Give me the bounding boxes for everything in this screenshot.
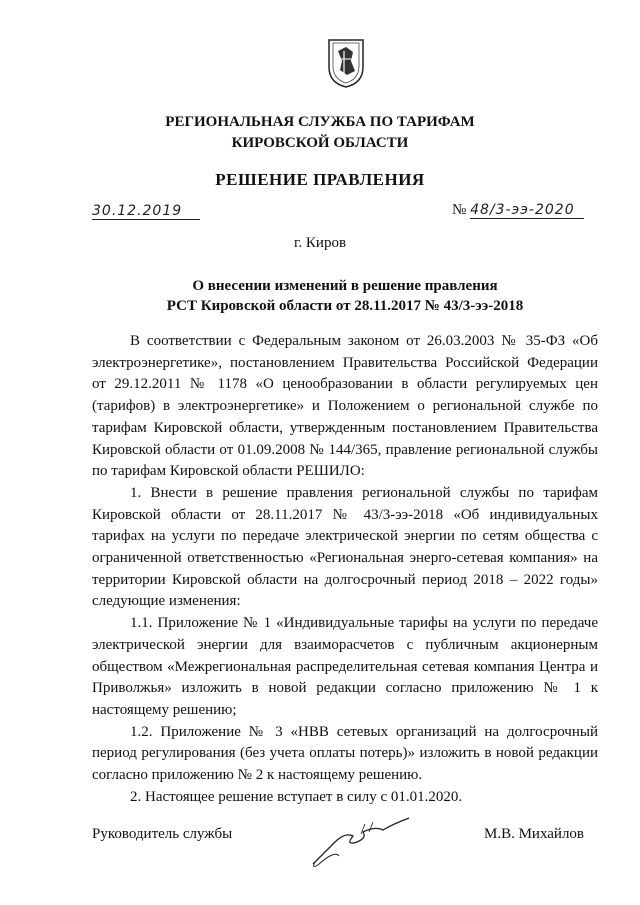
signer-name: М.В. Михайлов bbox=[484, 826, 585, 842]
handwritten-signature bbox=[305, 812, 415, 872]
city: г. Киров bbox=[293, 235, 347, 251]
body-paragraph-item-2: 2. Настоящее решение вступает в силу с 01.01.2020. bbox=[130, 788, 463, 805]
document-date: 30.12.2019 bbox=[92, 203, 200, 220]
number-sign: № bbox=[452, 202, 467, 218]
document-number-value: 48/3-ээ-2020 bbox=[470, 202, 584, 219]
coat-of-arms-emblem bbox=[326, 37, 366, 89]
subject-line1: О внесении изменений в решение правления bbox=[192, 278, 498, 294]
body-paragraph-item-1: 1. Внести в решение правления региональной службы по тарифам Кировской области от 28.11.2017 № 43/3-ээ-2018 «Об индивидуальных тарифах на услуги по передаче электрической энергии по сетям общества с ограниченной ответственностью «Региональная энерго-сетевая компания» на территории Кировской области на долгосрочный период 2018 – 2022 годы» следующие изменения: bbox=[92, 484, 598, 610]
body-paragraph-preamble: В соответствии с Федеральным законом от 26.03.2003 № 35-ФЗ «Об электроэнергетике», постановлением Правительства Российской Федерации от 29.12.2011 № 1178 «О ценообразовании в области регулируемых цен (тарифов) в электроэнергетике» и Положением о региональной службе по тарифам Кировской области, утвержденным постановлением Правительства Кировской области от 01.09.2008 № 144/365, правление региональной службы по тарифам Кировской области РЕШИЛО: bbox=[92, 333, 598, 480]
document-body bbox=[92, 331, 598, 808]
body-paragraph-item-1-1: 1.1. Приложение № 1 «Индивидуальные тарифы на услуги по передаче электрической энергии для взаиморасчетов с публичным акционерным обществом «Межрегиональная распределительная сетевая компания Центра и Приволжья» изложить в новой редакции согласно приложению № 1 к настоящему решению; bbox=[92, 615, 598, 718]
signer-title: Руководитель службы bbox=[92, 826, 233, 842]
organization-name-line1: РЕГИОНАЛЬНАЯ СЛУЖБА ПО ТАРИФАМ bbox=[165, 114, 475, 130]
subject-line2: РСТ Кировской области от 28.11.2017 № 43/3-ээ-2018 bbox=[166, 298, 524, 314]
organization-name-line2: КИРОВСКОЙ ОБЛАСТИ bbox=[231, 135, 409, 151]
document-number bbox=[452, 202, 584, 219]
body-paragraph-item-1-2: 1.2. Приложение № 3 «НВВ сетевых организаций на долгосрочный период регулирования (без учета оплаты потерь)» изложить в новой редакции согласно приложению № 2 к настоящему решению. bbox=[92, 723, 598, 784]
document-title: РЕШЕНИЕ ПРАВЛЕНИЯ bbox=[215, 170, 425, 189]
